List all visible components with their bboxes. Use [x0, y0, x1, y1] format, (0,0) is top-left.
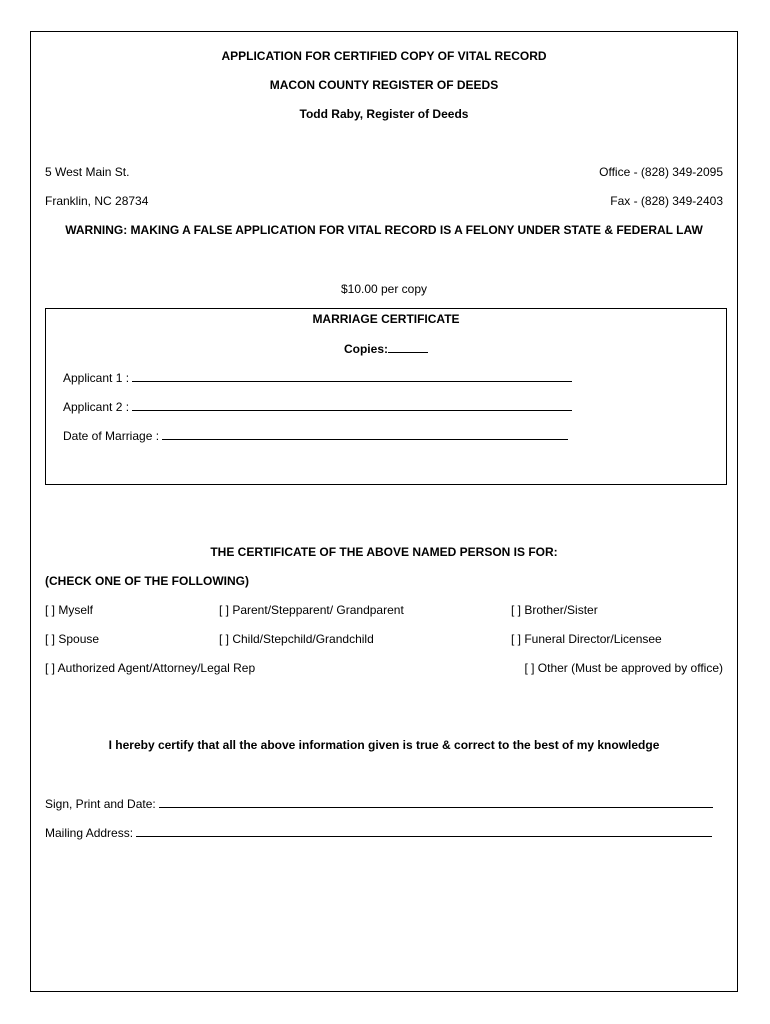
mailing-address-row	[45, 825, 712, 840]
applicant-1-row	[63, 370, 572, 385]
option-funeral-director[interactable]: [ ] Funeral Director/Licensee	[511, 632, 662, 646]
register-name: Todd Raby, Register of Deeds	[299, 107, 469, 121]
marriage-certificate-section	[45, 308, 727, 485]
applicant-2-field[interactable]	[132, 399, 572, 411]
fax-number: Fax - (828) 349-2403	[610, 194, 723, 208]
signature-label: Sign, Print and Date:	[45, 797, 156, 811]
address-line-1: 5 West Main St.	[45, 165, 130, 179]
marriage-date-row	[63, 428, 568, 443]
signature-row	[45, 796, 713, 811]
marriage-heading: MARRIAGE CERTIFICATE	[312, 312, 460, 326]
applicant-2-row	[63, 399, 572, 414]
warning-text: WARNING: MAKING A FALSE APPLICATION FOR VITAL RECORD IS A FELONY UNDER STATE & FEDERAL LAW	[65, 223, 703, 237]
signature-field[interactable]	[159, 796, 713, 808]
copies-field[interactable]	[388, 341, 428, 353]
form-title: APPLICATION FOR CERTIFIED COPY OF VITAL RECORD	[221, 49, 547, 63]
option-spouse[interactable]: [ ] Spouse	[45, 632, 100, 646]
price-per-copy: $10.00 per copy	[340, 282, 428, 296]
applicant-1-field[interactable]	[132, 370, 572, 382]
applicant-2-label: Applicant 2 :	[63, 400, 130, 414]
option-child[interactable]: [ ] Child/Stepchild/Grandchild	[219, 632, 374, 646]
option-myself[interactable]: [ ] Myself	[45, 603, 94, 617]
option-authorized-agent[interactable]: [ ] Authorized Agent/Attorney/Legal Rep	[45, 661, 256, 675]
marriage-date-field[interactable]	[162, 428, 568, 440]
address-line-2: Franklin, NC 28734	[45, 194, 149, 208]
option-sibling[interactable]: [ ] Brother/Sister	[511, 603, 598, 617]
marriage-date-label: Date of Marriage :	[63, 429, 160, 443]
certification-statement: I hereby certify that all the above information given is true & correct to the best of my knowledge	[108, 738, 660, 752]
mailing-address-label: Mailing Address:	[45, 826, 134, 840]
relationship-heading: THE CERTIFICATE OF THE ABOVE NAMED PERSON IS FOR:	[210, 545, 558, 559]
copies-row	[46, 341, 726, 356]
applicant-1-label: Applicant 1 :	[63, 371, 130, 385]
mailing-address-field[interactable]	[136, 825, 712, 837]
form-page	[30, 31, 738, 992]
office-name: MACON COUNTY REGISTER OF DEEDS	[269, 78, 499, 92]
check-instruction: (CHECK ONE OF THE FOLLOWING)	[45, 574, 249, 588]
option-parent[interactable]: [ ] Parent/Stepparent/ Grandparent	[219, 603, 404, 617]
office-phone: Office - (828) 349-2095	[599, 165, 723, 179]
option-other[interactable]: [ ] Other (Must be approved by office)	[524, 661, 723, 675]
copies-label: Copies:	[343, 342, 388, 356]
